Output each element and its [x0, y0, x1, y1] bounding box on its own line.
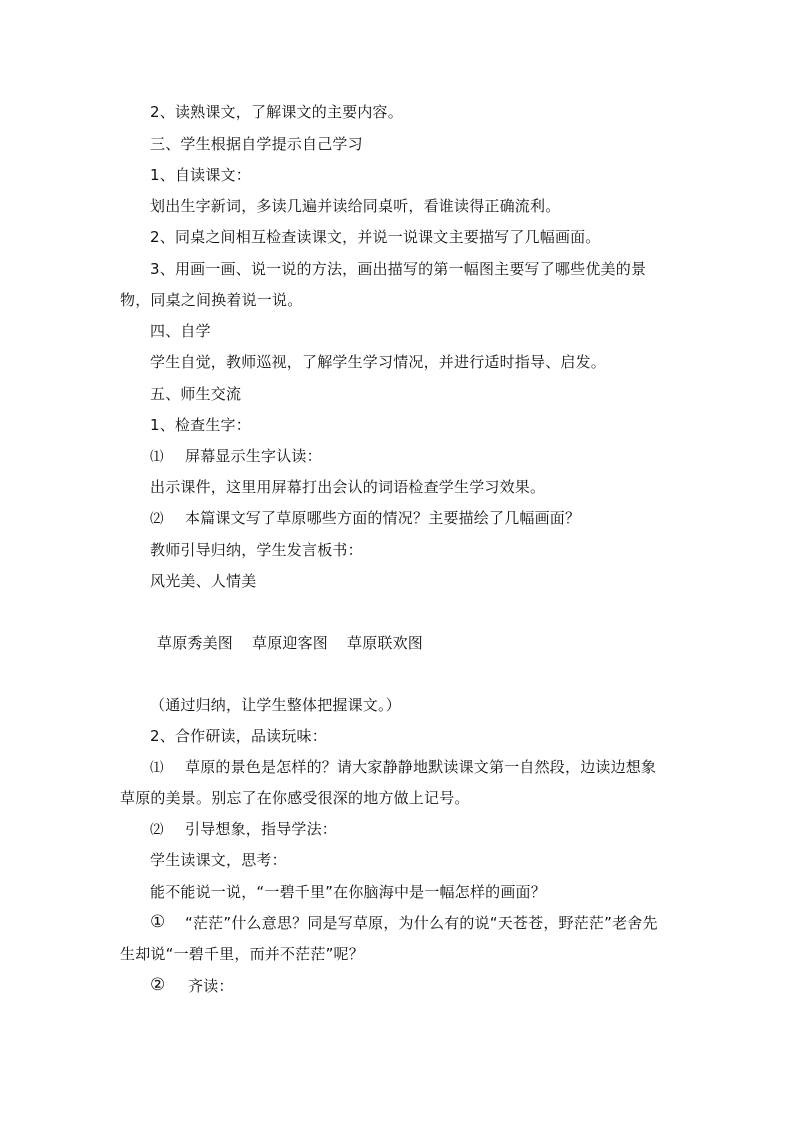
list-marker: ⑵ [150, 511, 164, 527]
text-line: 生却说“一碧千里，而并不茫茫”呢？ [120, 945, 364, 963]
text-line: 学生读课文，思考： [150, 851, 287, 869]
text-line: 3、用画一画、说一说的方法，画出描写的第一幅图主要写了哪些优美的景 [150, 260, 647, 278]
section-heading: 四、自学 [150, 322, 211, 340]
text-line: 1、检查生字： [150, 416, 251, 434]
section-heading: 五、师生交流 [150, 385, 242, 403]
text-line: 本篇课文写了草原哪些方面的情况？主要描绘了几幅画面？ [185, 509, 581, 527]
list-marker: ② [150, 975, 166, 995]
text-line: 2、同桌之间相互检查读课文，并说一说课文主要描写了几幅画面。 [150, 228, 601, 246]
list-marker: ① [150, 912, 166, 932]
text-line: 草原的景色是怎样的？请大家静静地默读课文第一自然段，边读边想象 [185, 758, 657, 776]
section-heading: 三、学生根据自学提示自己学习 [150, 135, 363, 153]
text-line: 2、合作研读，品读玩味： [150, 727, 327, 745]
text-line: 1、自读课文： [150, 166, 251, 184]
text-line: 出示课件，这里用屏幕打出会认的词语检查学生学习效果。 [150, 478, 546, 496]
list-marker: ⑴ [150, 760, 164, 776]
text-line: “茫茫”什么意思？同是写草原，为什么有的说“天苍苍，野茫茫”老舍先 [185, 914, 658, 932]
text-line: 教师引导归纳，学生发言板书： [150, 541, 363, 559]
text-line: （通过归纳，让学生整体把握课文。） [150, 696, 401, 714]
text-line: 能不能说一说，“一碧千里”在你脑海中是一幅怎样的画面？ [150, 883, 546, 901]
board-item: 草原迎客图 [252, 634, 329, 652]
text-line: 2、读熟课文，了解课文的主要内容。 [150, 103, 403, 121]
text-line: 划出生字新词，多读几遍并读给同桌听，看谁读得正确流利。 [150, 197, 561, 215]
list-marker: ⑵ [150, 822, 164, 838]
text-line: 齐读： [188, 977, 234, 995]
board-item: 草原联欢图 [347, 634, 424, 652]
list-marker: ⑴ [150, 449, 164, 465]
board-item: 草原秀美图 [157, 634, 234, 652]
text-line: 草原的美景。别忘了在你感受很深的地方做上记号。 [120, 789, 470, 807]
text-line: 风光美、人情美 [150, 572, 257, 590]
text-line: 物，同桌之间换着说一说。 [120, 291, 303, 309]
text-line: 屏幕显示生字认读： [185, 447, 322, 465]
text-line: 引导想象，指导学法： [185, 820, 338, 838]
text-line: 学生自觉，教师巡视，了解学生学习情况，并进行适时指导、启发。 [150, 353, 607, 371]
